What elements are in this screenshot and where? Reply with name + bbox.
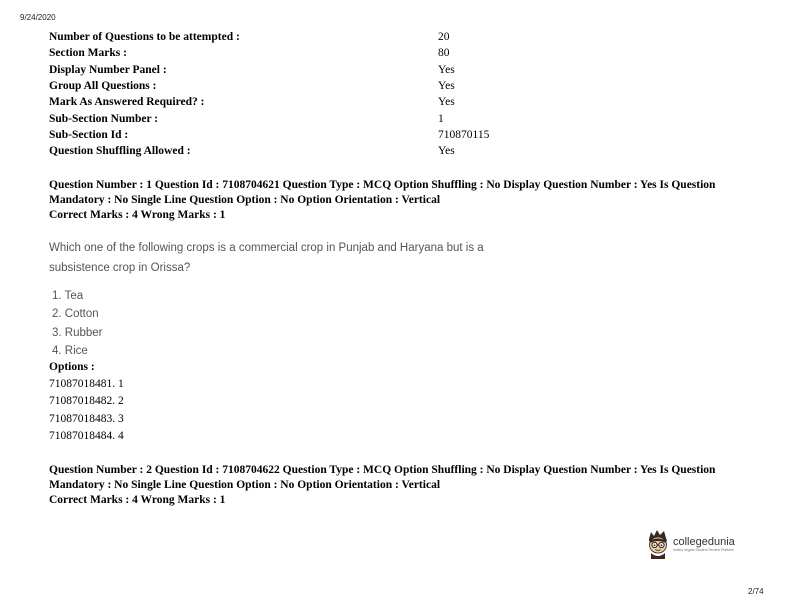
- choice-item: 4. Rice: [52, 344, 88, 357]
- info-value: Yes: [438, 80, 455, 93]
- section-info-row: [49, 143, 569, 159]
- choice-item: 2. Cotton: [52, 308, 99, 321]
- info-label: Mark As Answered Required? :: [49, 96, 205, 109]
- info-label: Display Number Panel :: [49, 63, 167, 76]
- choice-item: 1. Tea: [52, 290, 84, 302]
- section-info-row: [49, 127, 569, 143]
- info-value: 80: [438, 47, 450, 60]
- option-id-item: 71087018481. 1: [49, 378, 124, 390]
- option-id-item: 71087018482. 2: [49, 395, 124, 408]
- question-marks: Correct Marks : 4 Wrong Marks : 1: [49, 494, 226, 506]
- info-value: Yes: [438, 63, 455, 76]
- info-value: Yes: [438, 96, 455, 109]
- info-label: Question Shuffling Allowed :: [49, 145, 191, 158]
- info-label: Sub-Section Number :: [49, 112, 159, 125]
- collegedunia-logo: [646, 528, 735, 560]
- student-mascot-icon: [646, 529, 670, 559]
- question-text-line: Which one of the following crops is a commercial crop in Punjab and Haryana but is a: [49, 242, 484, 254]
- choice-item: 3. Rubber: [52, 326, 103, 339]
- option-id-item: 71087018484. 4: [49, 429, 124, 442]
- section-info-row: [49, 45, 569, 61]
- section-info-table: [49, 29, 569, 159]
- section-info-row: [49, 110, 569, 126]
- info-label: Group All Questions :: [49, 80, 157, 93]
- info-value: 20: [438, 31, 450, 44]
- question-meta-line: Mandatory : No Single Line Question Option : No Option Orientation : Vertical: [49, 194, 441, 206]
- section-info-row: [49, 94, 569, 110]
- option-id-list: [49, 376, 124, 445]
- info-label: Sub-Section Id :: [49, 128, 129, 141]
- logo-name: collegedunia: [673, 535, 735, 548]
- question-meta-line: Mandatory : No Single Line Question Option : No Option Orientation : Vertical: [49, 479, 441, 491]
- question-2-header: [49, 463, 769, 508]
- info-value: Yes: [438, 145, 455, 158]
- info-label: Number of Questions to be attempted :: [49, 31, 240, 44]
- page-number: 2/74: [748, 587, 764, 596]
- question-marks: Correct Marks : 4 Wrong Marks : 1: [49, 209, 226, 221]
- section-info-row: [49, 78, 569, 94]
- option-id-item: 71087018483. 3: [49, 412, 124, 425]
- question-meta-line: Question Number : 2 Question Id : 7108704622 Question Type : MCQ Option Shuffling : No Display Question Number : Yes Is Question: [49, 464, 716, 476]
- question-1-choices: [52, 287, 103, 360]
- print-date: 9/24/2020: [20, 13, 56, 22]
- info-label: Section Marks :: [49, 47, 127, 60]
- section-info-row: [49, 62, 569, 78]
- info-value: 710870115: [438, 128, 490, 141]
- question-1-text: [49, 238, 519, 278]
- question-1-header: [49, 178, 769, 223]
- info-value: 1: [438, 112, 444, 125]
- options-heading: Options :: [49, 361, 95, 373]
- logo-wordmark: [673, 536, 735, 553]
- section-info-row: [49, 29, 569, 45]
- question-text-line: subsistence crop in Orissa?: [49, 262, 191, 274]
- logo-tagline: India's largest Student Review Platform: [673, 547, 734, 552]
- question-meta-line: Question Number : 1 Question Id : 7108704621 Question Type : MCQ Option Shuffling : No Display Question Number : Yes Is Question: [49, 179, 716, 191]
